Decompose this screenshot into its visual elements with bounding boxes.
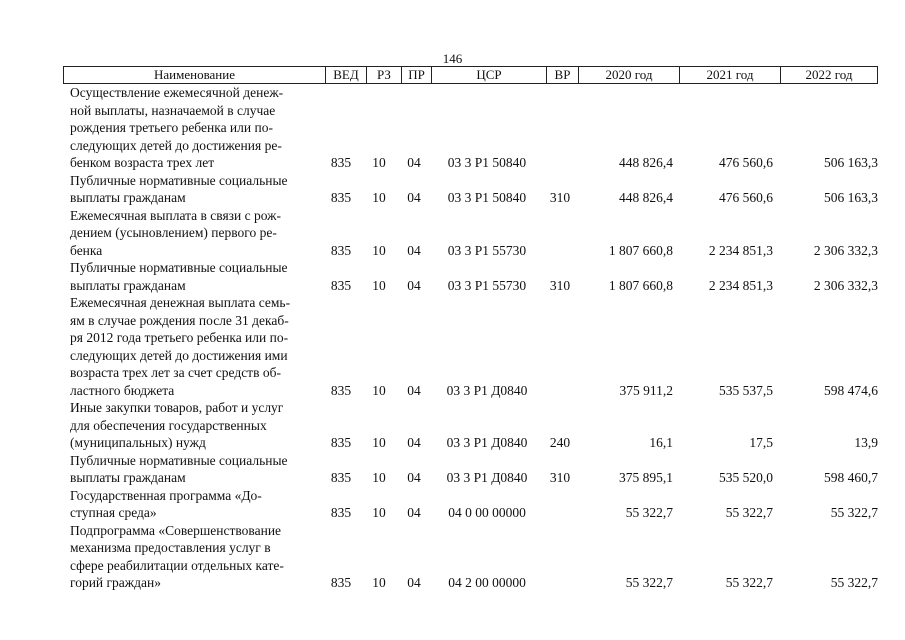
row-name-line: механизма предоставления услуг в — [70, 540, 271, 555]
header-2022: 2022 год — [780, 67, 877, 83]
row-name-line: Ежемесячная выплата в связи с рож- — [70, 207, 281, 223]
pr-cell: 04 — [407, 277, 421, 293]
row-name-line: выплаты гражданам — [70, 190, 186, 205]
table-row — [0, 207, 905, 260]
row-name-line: ступная среда» — [70, 505, 157, 520]
row-name-line: Публичные нормативные социальные — [70, 260, 288, 275]
amount-2022-cell: 2 306 332,3 — [813, 277, 878, 293]
pr-cell: 04 — [407, 435, 421, 450]
header-name: Наименование — [154, 67, 235, 82]
header-pr: ПР — [401, 67, 431, 83]
row-name-line: бенка — [70, 242, 103, 258]
row-name-line: следующих детей до достижения ре- — [70, 137, 282, 153]
row-name — [70, 172, 320, 207]
page-number: 146 — [442, 51, 463, 66]
csr-cell: 03 3 P1 Д0840 — [446, 382, 528, 398]
row-name — [70, 452, 320, 487]
row-name — [70, 522, 320, 592]
row-name — [70, 259, 320, 294]
vr-cell: 310 — [549, 190, 571, 205]
row-name-line: Публичные нормативные социальные — [70, 452, 288, 468]
vr-cell: 240 — [549, 435, 571, 450]
header-2021: 2021 год — [679, 67, 780, 83]
header-csr: ЦСР — [431, 67, 546, 83]
amount-2020-cell: 55 322,7 — [625, 505, 673, 520]
header-ved: ВЕД — [325, 67, 366, 83]
header-2020: 2020 год — [578, 67, 679, 83]
row-name — [70, 294, 320, 399]
row-name-line: выплаты гражданам — [70, 470, 186, 485]
amount-2020-cell: 1 807 660,8 — [608, 242, 673, 258]
table-row — [0, 522, 905, 592]
ved-cell: 835 — [330, 277, 352, 293]
table-row — [0, 172, 905, 207]
ved-cell: 835 — [330, 470, 352, 485]
pr-cell: 04 — [407, 155, 421, 170]
rz-cell: 10 — [372, 470, 386, 485]
vr-cell: 310 — [549, 277, 571, 293]
amount-2022-cell: 598 474,6 — [824, 382, 878, 398]
row-name-line: Публичные нормативные социальные — [70, 172, 288, 188]
pr-cell: 04 — [407, 382, 421, 398]
csr-cell: 04 2 00 00000 — [448, 575, 526, 590]
amount-2021-cell: 55 322,7 — [725, 505, 773, 520]
amount-2020-cell: 1 807 660,8 — [608, 277, 673, 293]
amount-2022-cell: 506 163,3 — [824, 190, 878, 205]
pr-cell: 04 — [407, 470, 421, 485]
amount-2022-cell: 506 163,3 — [824, 155, 878, 170]
row-name-line: Подпрограмма «Совершенствование — [70, 522, 282, 538]
amount-2021-cell: 55 322,7 — [725, 575, 773, 590]
header-rz: РЗ — [366, 67, 401, 83]
row-name — [70, 399, 320, 452]
row-name-line: выплаты гражданам — [70, 277, 186, 293]
row-name-line: Ежемесячная денежная выплата семь- — [70, 295, 291, 310]
header-vr: ВР — [546, 67, 578, 83]
amount-2022-cell: 2 306 332,3 — [813, 242, 878, 258]
ved-cell: 835 — [330, 382, 352, 398]
row-name-line: Осуществление ежемесячной денеж- — [70, 85, 284, 100]
ved-cell: 835 — [330, 190, 352, 205]
rz-cell: 10 — [372, 435, 386, 450]
row-name-line: ям в случае рождения после 31 декаб- — [70, 312, 289, 328]
table-row — [0, 487, 905, 522]
amount-2022-cell: 55 322,7 — [830, 575, 878, 590]
row-name-line: для обеспечения государственных — [70, 417, 267, 433]
amount-2020-cell: 16,1 — [649, 435, 673, 450]
vr-cell: 310 — [549, 470, 571, 485]
row-name — [70, 207, 320, 260]
row-name-line: сфере реабилитации отдельных кате- — [70, 557, 284, 573]
amount-2021-cell: 2 234 851,3 — [708, 277, 773, 293]
table-row — [0, 399, 905, 452]
row-name-line: дением (усыновлением) первого ре- — [70, 225, 277, 240]
pr-cell: 04 — [407, 505, 421, 520]
rz-cell: 10 — [372, 242, 386, 258]
row-name-line: (муниципальных) нужд — [70, 435, 206, 450]
rz-cell: 10 — [372, 382, 386, 398]
table-row — [0, 259, 905, 294]
rz-cell: 10 — [372, 190, 386, 205]
table-row — [0, 294, 905, 399]
csr-cell: 03 3 P1 Д0840 — [446, 470, 528, 485]
row-name-line: ря 2012 года третьего ребенка или по- — [70, 330, 289, 345]
row-name-line: ной выплаты, назначаемой в случае — [70, 102, 276, 118]
csr-cell: 03 3 P1 50840 — [447, 190, 527, 205]
ved-cell: 835 — [330, 242, 352, 258]
amount-2020-cell: 448 826,4 — [619, 190, 673, 205]
amount-2021-cell: 476 560,6 — [719, 155, 773, 170]
table-header — [63, 66, 878, 84]
rz-cell: 10 — [372, 505, 386, 520]
amount-2021-cell: 17,5 — [749, 435, 773, 450]
row-name-line: бенком возраста трех лет — [70, 155, 215, 170]
ved-cell: 835 — [330, 435, 352, 450]
table-row — [0, 84, 905, 172]
amount-2021-cell: 476 560,6 — [719, 190, 773, 205]
rz-cell: 10 — [372, 575, 386, 590]
amount-2020-cell: 375 911,2 — [619, 382, 673, 398]
amount-2020-cell: 375 895,1 — [619, 470, 673, 485]
csr-cell: 03 3 P1 55730 — [447, 277, 527, 293]
amount-2022-cell: 598 460,7 — [824, 470, 878, 485]
csr-cell: 03 3 P1 50840 — [447, 155, 527, 170]
pr-cell: 04 — [407, 575, 421, 590]
amount-2020-cell: 55 322,7 — [625, 575, 673, 590]
amount-2021-cell: 535 537,5 — [719, 382, 773, 398]
amount-2022-cell: 55 322,7 — [830, 505, 878, 520]
row-name-line: следующих детей до достижения ими — [70, 347, 288, 363]
row-name — [70, 84, 320, 172]
amount-2022-cell: 13,9 — [854, 435, 878, 450]
amount-2020-cell: 448 826,4 — [619, 155, 673, 170]
ved-cell: 835 — [330, 575, 352, 590]
row-name-line: Государственная программа «До- — [70, 487, 262, 503]
csr-cell: 03 3 P1 Д0840 — [446, 435, 528, 450]
pr-cell: 04 — [407, 242, 421, 258]
table-row — [0, 452, 905, 487]
amount-2021-cell: 2 234 851,3 — [708, 242, 773, 258]
row-name-line: возраста трех лет за счет средств об- — [70, 365, 281, 380]
csr-cell: 03 3 P1 55730 — [447, 242, 527, 258]
pr-cell: 04 — [407, 190, 421, 205]
rz-cell: 10 — [372, 277, 386, 293]
row-name-line: ластного бюджета — [70, 382, 175, 398]
row-name-line: горий граждан» — [70, 575, 161, 590]
row-name-line: Иные закупки товаров, работ и услуг — [70, 400, 284, 415]
row-name-line: рождения третьего ребенка или по- — [70, 120, 273, 135]
csr-cell: 04 0 00 00000 — [448, 505, 526, 520]
amount-2021-cell: 535 520,0 — [719, 470, 773, 485]
rz-cell: 10 — [372, 155, 386, 170]
row-name — [70, 487, 320, 522]
ved-cell: 835 — [330, 505, 352, 520]
ved-cell: 835 — [330, 155, 352, 170]
